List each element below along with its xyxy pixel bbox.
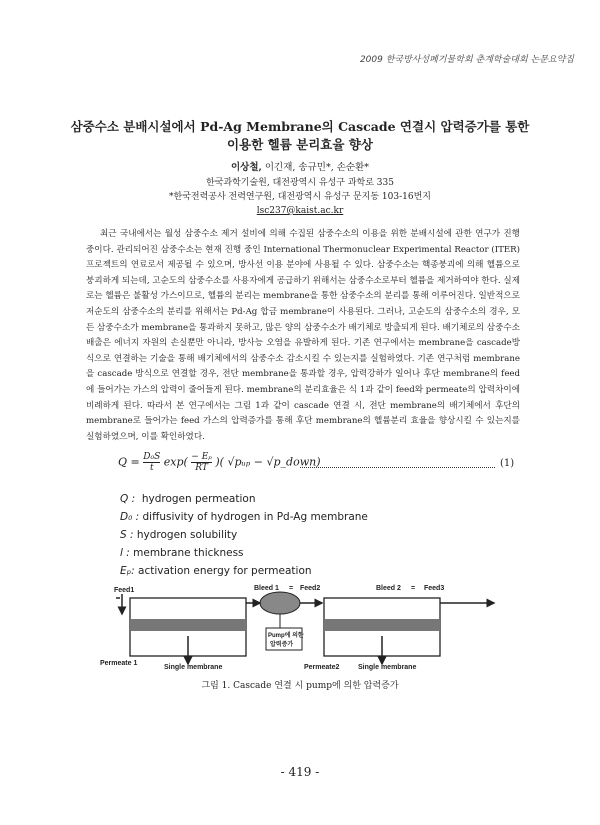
- co-authors: 이긴재, 송규민*, 손순환*: [264, 162, 370, 173]
- eq-frac1-num: D₀S: [143, 452, 161, 462]
- eq-fraction-1: [143, 452, 160, 473]
- eq-frac1-den: t: [149, 463, 154, 473]
- single-membrane-2-label: Single membrane: [358, 664, 417, 671]
- symbol-desc: membrane thickness: [133, 547, 244, 559]
- eq-exp: exp(: [163, 455, 188, 469]
- equation-number: (1): [500, 458, 515, 469]
- permeate1-label: Permeate 1: [100, 660, 138, 667]
- membrane-2-layer: [324, 619, 440, 631]
- main-author: 이상철,: [230, 162, 262, 173]
- affiliation-1: 한국과학기술원, 대전광역시 유성구 과학로 335: [206, 178, 394, 188]
- symbol-desc: hydrogen solubility: [136, 529, 238, 541]
- feed1-label: Feed1: [114, 587, 135, 594]
- bleed1-label: Bleed 1: [254, 585, 279, 592]
- abstract-body: 최근 국내에서는 월성 삼중수소 제거 설비에 의해 수집된 삼중수소의 이용을 위한 분배시설에 관한 연구가 진행 중이다. 관리되어진 삼중수소는 현재 진행 중인 International Thermonuclear Experimental Reactor (ITER) 프로젝트의 연료로서 제공될 수 있으며, 방사선 이용 분야에 사용될 수 있다. 삼중수소는 핵종붕괴에 의해 헬륨으로 붕괴하게 되는데, 고순도의 삼중수소를 사용자에게 공급하기 위해서는 삼중수소로부터 헬륨을 제거하여야 한다. 실제로는 헬륨은 불활성 가스이므로, 헬륨의 분리는 membrane을 통한 삼중수소의 분리를 통해 이루어진다. 일반적으로 저순도의 삼중수소의 분리를 위해서는 Pd-Ag 합금 membrane이 사용된다. 그러나, 고순도의 삼중수소의 경우, 모든 삼중수소가 membrane을 통과하지 못하고, 많은 양의 삼중수소가 배기체로 방출되게 된다. 배기체로의 삼중수소 배출은 에너지 자원의 손실뿐만 아니라, 방사능 오염을 유발하게 된다. 기존 연구에서는 membrane을 cascade방식으로 연결하는 기술을 통해 배기체에서의 삼중수소 감소시킬 수 있는지를 실험하였다. 기존 연구처럼 membrane을 cascade 방식으로 연결할 경우, 전단 membrane을 통과할 경우, 압력강하가 일어나 후단 membrane의 feed에 들어가는 가스의 압력이 줄어들게 된다. membrane의 분리효율은 식 1과 같이 feed와 permeate의 압력차이에 비례하게 된다. 따라서 본 연구에서는 그림 1과 같이 cascade 연결 시, 전단 membrane의 배기체에서 후단의 membrane로 들어가는 feed 가스의 압력증가를 통해 후단 membrane의 헬륨분리 효율을 향상시킬 수 있는지를 실험하였으며, 이를 확인하였다.: [86, 229, 520, 442]
- email-wrap: [0, 204, 600, 218]
- symbol-key: D₀ :: [120, 511, 140, 523]
- eq-frac2-num: − Eₚ: [191, 452, 212, 462]
- symbol-key: S :: [120, 529, 134, 541]
- cascade-diagram: [114, 584, 498, 674]
- authors: [0, 160, 600, 175]
- feed3-label: Feed3: [424, 585, 445, 592]
- eq-sqrt-part: )( √pᵤₚ − √p_down): [215, 455, 321, 469]
- bleed1-eq: =: [289, 585, 294, 592]
- eq-fraction-2: [191, 452, 212, 473]
- symbol-key: l :: [120, 547, 130, 559]
- page-number: - 419 -: [280, 765, 320, 779]
- cascade-figure: [100, 584, 498, 674]
- eq-lhs: Q: [118, 455, 128, 469]
- bleed2-eq: =: [411, 585, 416, 592]
- figure-caption: 그림 1. Cascade 연결 시 pump에 의한 압력증가: [201, 681, 399, 691]
- symbol-row: [120, 544, 368, 562]
- symbol-desc: activation energy for permeation: [138, 565, 312, 577]
- equation-1: Q = $\frac{\text{D₀S}}{t}$ exp( $\frac{\text{− Eₚ}}{RT}$ )( √pᵤₚ − √p_down): [118, 452, 321, 473]
- symbol-key: Q :: [120, 493, 136, 505]
- single-membrane-1-label: Single membrane: [164, 664, 223, 671]
- pump-label-2: 압력증가: [270, 642, 294, 648]
- conference-header: 2009 한국방사성폐기물학회 춘계학술대회 논문요약집: [359, 55, 574, 65]
- title-line-1: 삼중수소 분배시설에서 Pd-Ag Membrane의 Cascade 연결시 압력증가를 통한: [70, 119, 530, 134]
- symbol-row: [120, 508, 368, 526]
- email-link[interactable]: lsc237@kaist.ac.kr: [256, 206, 344, 216]
- affiliation-2: *한국전력공사 전력연구원, 대전광역시 유성구 문지동 103-16번지: [169, 192, 431, 202]
- symbol-row: [120, 490, 368, 508]
- symbol-list: [120, 490, 368, 580]
- permeate2-label: Permeate2: [304, 664, 340, 671]
- symbol-desc: diffusivity of hydrogen in Pd-Ag membrane: [142, 511, 368, 523]
- title-line-2: 이용한 헬륨 분리효율 향상: [227, 137, 373, 152]
- feed2-label: Feed2: [300, 585, 321, 592]
- equation-leader-dots: [300, 458, 495, 468]
- symbol-row: [120, 562, 368, 580]
- eq-frac2-den: RT: [195, 463, 208, 473]
- pump-icon: [260, 592, 300, 614]
- pump-label-1: Pump에 의한: [268, 633, 304, 639]
- symbol-key: Eₚ:: [120, 565, 135, 577]
- membrane-1-layer: [130, 619, 246, 631]
- symbol-desc: hydrogen permeation: [141, 493, 256, 505]
- symbol-row: [120, 526, 368, 544]
- bleed2-label: Bleed 2: [376, 585, 401, 592]
